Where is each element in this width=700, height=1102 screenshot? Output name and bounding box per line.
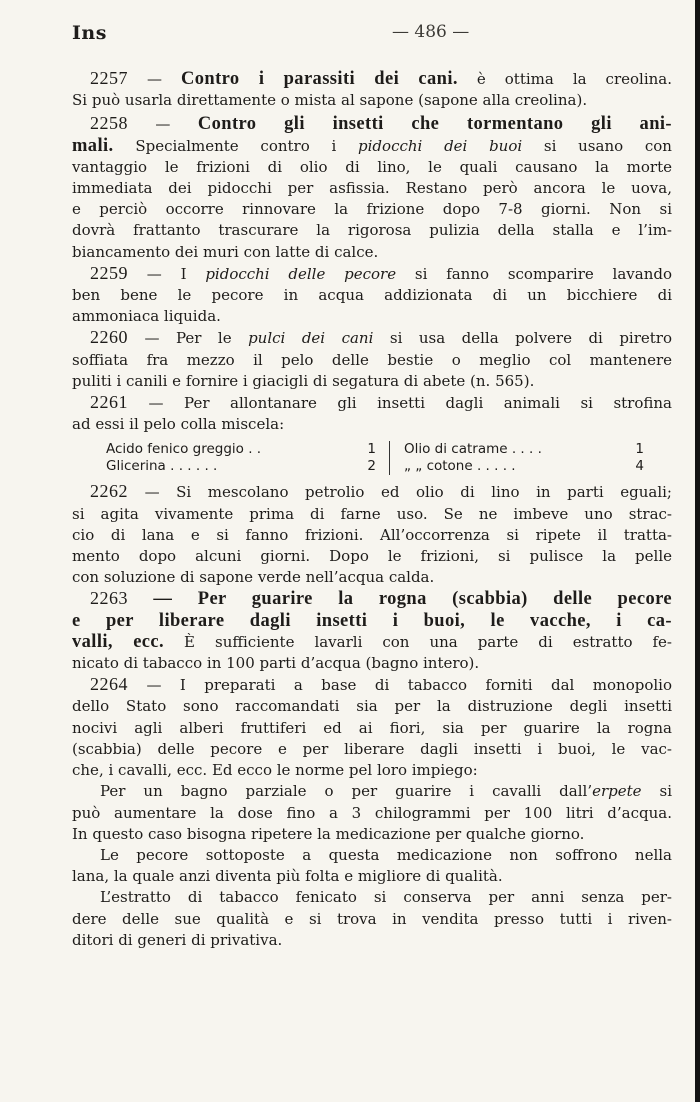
entry-title: — Per guarire la rogna (scabbia) delle pecore [128,589,672,610]
text-line: puliti i canili e fornire i giacigli di segatura di abete (n. 565). [72,371,535,390]
text-line: nocivi agli alberi fruttiferi ed ai fiori, sia per guarire la rogna [72,718,672,737]
text-line: si agita vivamente prima di farne uso. Se ne imbeve uno strac- [72,504,672,523]
text-segment: si usa della polvere di piretro [373,329,673,348]
running-word: Ins [72,22,107,44]
entry-2260 [72,327,672,392]
running-header [72,22,672,46]
text-line: (scabbia) delle pecore e per liberare dagli insetti i buoi, le vac- [72,739,672,758]
ingredient-row [404,458,644,475]
entry-2264 [72,674,672,951]
dash: — [128,115,198,134]
ingredient-row [106,441,376,458]
entry-2257 [72,68,672,111]
entry-title-cont: valli, ecc. [72,631,165,652]
page-edge [695,0,700,1102]
entry-title: Contro gli insetti che tormentano gli ani- [197,114,672,135]
text-line [72,611,672,632]
ingredient-qty: 4 [635,458,644,475]
italic-term: pidocchi delle pecore [205,264,397,283]
recipe-formula [106,441,672,475]
dash: — [128,70,181,88]
text-line: e perciò occorre rinnovare la frizione dopo 7-8 giorni. Non si [72,200,672,219]
text-line [72,327,672,349]
entry-number: 2261 [90,392,128,413]
italic-term: pulci dei cani [248,329,374,348]
text-line: Le pecore sottoposte a questa medicazione non soffrono nella [100,845,672,864]
text-line: ad essi il pelo colla miscela: [72,415,285,434]
text-line: con soluzione di sapone verde nell’acqua calda. [72,568,435,587]
entry-title-cont: e per liberare dagli insetti i buoi, le vacche, i ca- [72,610,672,631]
text-line: ben bene le pecore in acqua addizionata di un bicchiere di [72,286,672,305]
text-segment: È sufficiente lavarli con una parte di estratto fe- [164,632,672,651]
entry-number: 2258 [90,113,128,134]
text-segment: — I preparati a base di tabacco forniti dal monopolio [128,676,672,695]
entry-title: Contro i parassiti dei cani. [180,69,458,89]
entry-2259 [72,263,672,328]
entry-2261 [72,392,672,475]
text-segment: si fanno scomparire lavando [396,264,672,283]
text-line [72,674,672,696]
formula-left-column [106,441,376,475]
text-line: nicato di tabacco in 100 parti d’acqua (bagno intero). [72,654,480,673]
text-line: In questo caso bisogna ripetere la medicazione per qualche giorno. [72,824,585,843]
text-line [72,136,672,157]
text-line [72,392,672,414]
entry-2262 [72,481,672,588]
text-line: dovrà frattanto trascurare la rigorosa pulizia della stalla e l’im- [72,221,672,240]
text-line: Si può usarla direttamente o mista al sapone (sapone alla creolina). [72,91,588,110]
text-line [72,632,672,653]
text-line: cio di lana e si fanno frizioni. All’occorrenza si ripete il tratta- [72,525,672,544]
text-line: mento dopo alcuni giorni. Dopo le frizioni, si pulisce la pelle [72,547,672,566]
text-line: lana, la quale anzi diventa più folta e migliore di qualità. [72,867,503,886]
page-number: — 486 — [392,22,470,42]
italic-term: erpete [592,782,642,801]
entry-number: 2263 [90,588,128,609]
entry-2258 [72,113,672,262]
ingredient-row [404,441,644,458]
text-segment: Specialmente contro i [135,136,359,155]
text-line: L’estratto di tabacco fenicato si conserva per anni senza per- [100,888,672,907]
text-segment: è ottima la creolina. [476,70,672,88]
formula-right-column [404,441,644,475]
ingredient-name: Acido fenico greggio . . [106,441,262,458]
text-segment: si usano con [522,136,672,155]
text-line: ammoniaca liquida. [72,307,221,326]
entry-number: 2257 [90,68,128,88]
ingredient-name: Glicerina . . . . . . [106,458,218,475]
text-line: dere delle sue qualità e si trova in vendita presso tutti i riven- [72,909,672,928]
text-line: soffiata fra mezzo il pelo delle bestie o meglio col mantenere [72,350,672,369]
text-line [72,781,672,802]
text-line: immediata dei pidocchi per asfissia. Restano però ancora le uova, [72,179,672,198]
text-line: ditori di generi di privativa. [72,930,283,949]
text-line: che, i cavalli, ecc. Ed ecco le norme pel loro impiego: [72,761,478,780]
ingredient-name: Olio di catrame . . . . [404,441,542,458]
text-segment: — I [128,264,206,283]
text-line: dello Stato sono raccomandati sia per la distruzione degli insetti [72,697,672,716]
entry-number: 2259 [90,262,128,283]
entry-number: 2264 [90,674,128,695]
text-line: può aumentare la dose fino a 3 chilogrammi per 100 litri d’acqua. [72,803,672,822]
entry-number: 2262 [90,481,128,502]
text-segment: — Per le [128,329,249,348]
entry-number: 2260 [90,327,128,348]
entry-2263 [72,588,672,674]
ingredient-qty: 2 [367,458,376,475]
ingredient-row [106,458,376,475]
ingredient-qty: 1 [635,441,644,458]
text-line [72,588,672,610]
formula-divider [376,441,404,475]
text-line [72,113,672,135]
text-segment: — Per allontanare gli insetti dagli animali si strofina [128,394,672,413]
italic-term: pidocchi dei buoi [358,136,523,155]
text-segment: — Si mescolano petrolio ed olio di lino in parti eguali; [128,483,672,502]
ingredient-name: „ „ cotone . . . . . [404,458,516,475]
text-line [72,263,672,285]
text-line: biancamento dei muri con latte di calce. [72,242,379,261]
text-segment: Per un bagno parziale o per guarire i cavalli dall’ [100,782,593,801]
entry-title-cont: mali. [72,135,114,156]
text-line [72,68,672,90]
text-line [72,481,672,503]
text-segment: si [641,782,672,801]
page-body [72,68,672,951]
ingredient-qty: 1 [367,441,376,458]
text-line: vantaggio le frizioni di olio di lino, le quali causano la morte [72,157,672,176]
